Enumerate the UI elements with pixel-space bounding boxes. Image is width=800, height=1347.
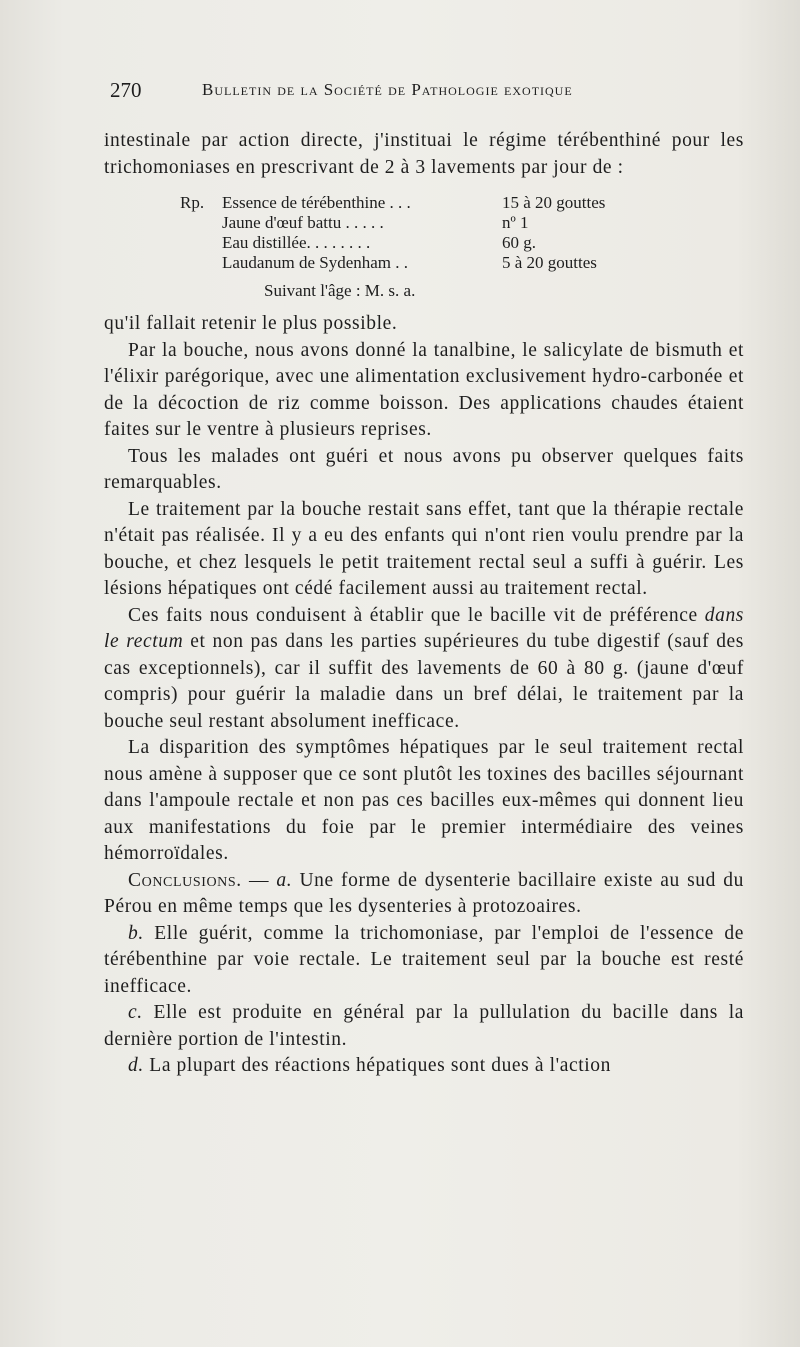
prescription-row bbox=[180, 233, 744, 253]
text-run: — bbox=[241, 869, 277, 891]
paragraph: La disparition des symptômes hépatiques par le seul traitement rectal nous amène à supposer que ce sont plutôt les toxines des bacilles séjournant dans l'ampoule rectale et non pas ces bacilles eux-mêmes qui donnent lieu aux manifestations du foie par le premier intermédiaire des veines hémorroïdales. bbox=[104, 737, 744, 864]
quantity: 15 à 20 gouttes bbox=[502, 193, 606, 212]
prescription bbox=[180, 193, 744, 301]
prescription-row bbox=[180, 213, 744, 233]
paragraph: Par la bouche, nous avons donné la tanalbine, le salicylate de bismuth et l'élixir parégorique, avec une alimentation exclusivement hydro-carbonée et de la décoction de riz comme boisson. Des applications chaudes étaient faites sur le ventre à plusieurs reprises. bbox=[104, 339, 744, 440]
paragraph: qu'il fallait retenir le plus possible. bbox=[104, 313, 398, 334]
prescription-prefix: Rp. bbox=[180, 193, 205, 212]
prescription-note: Suivant l'âge : M. s. a. bbox=[264, 281, 416, 300]
paragraph: Tous les malades ont guéri et nous avons pu observer quelques faits remarquables. bbox=[104, 445, 744, 493]
text-run: Elle est produite en général par la pullulation du bacille dans la dernière portion de l'intestin. bbox=[104, 1002, 744, 1050]
conclusion-c bbox=[104, 1000, 744, 1053]
ingredient: Essence de térébenthine . . . bbox=[222, 193, 411, 212]
conclusion-a bbox=[104, 868, 744, 921]
item-letter: a. bbox=[276, 869, 293, 891]
item-letter: b. bbox=[128, 922, 144, 944]
ingredient: Jaune d'œuf battu . . . . . bbox=[222, 213, 384, 232]
emphasis: dans le rectum bbox=[104, 604, 744, 652]
quantity: nº 1 bbox=[502, 213, 529, 232]
article-body bbox=[104, 128, 744, 1080]
ingredient: Laudanum de Sydenham . . bbox=[222, 253, 409, 272]
text-run: et non pas dans les parties supérieures du tube digestif (sauf des cas exceptionnels), car il suffit des lavements de 60 à 80 g. (jaune d'œuf compris) pour guérir la maladie dans un bref délai, le traitement par la bouche seul restant absolument inefficace. bbox=[104, 631, 745, 732]
paragraph bbox=[104, 603, 744, 736]
prescription-row bbox=[180, 193, 744, 213]
text-run: Elle guérit, comme la trichomoniase, par l'emploi de l'essence de térébenthine par voie rectale. Le traitement seul par la bouche est resté inefficace. bbox=[104, 922, 744, 997]
quantity: 5 à 20 gouttes bbox=[502, 253, 597, 272]
paragraph: intestinale par action directe, j'instituai le régime térébenthiné pour les trichomoniases en prescrivant de 2 à 3 lavements par jour de : bbox=[104, 130, 744, 178]
running-title: Bulletin de la Société de Pathologie exotique bbox=[202, 80, 573, 99]
conclusion-b bbox=[104, 921, 744, 1001]
text-run: La plupart des réactions hépatiques sont dues à l'action bbox=[143, 1055, 611, 1076]
paragraph: Le traitement par la bouche restait sans effet, tant que la thérapie rectale n'était pas réalisée. Il y a eu des enfants qui n'ont rien voulu prendre par la bouche, et chez lesquels le petit traitement rectal seul a suffi à guérir. Les lésions hépatiques ont cédé facilement aussi au traitement rectal. bbox=[104, 498, 744, 599]
conclusion-d bbox=[104, 1053, 744, 1080]
item-letter: d. bbox=[128, 1055, 144, 1076]
ingredient: Eau distillée. . . . . . . . bbox=[222, 233, 371, 252]
page-header bbox=[110, 78, 670, 108]
text-run: Une forme de dysenterie bacillaire existe au sud du Pérou en même temps que les dysenteries à protozoaires. bbox=[104, 869, 744, 917]
item-letter: c. bbox=[128, 1002, 143, 1023]
page-number: 270 bbox=[110, 78, 142, 102]
conclusions-label: Conclusions. bbox=[128, 869, 242, 891]
text-run: Ces faits nous conduisent à établir que le bacille vit de préférence bbox=[128, 604, 705, 626]
quantity: 60 g. bbox=[502, 233, 536, 252]
prescription-row bbox=[180, 253, 744, 273]
